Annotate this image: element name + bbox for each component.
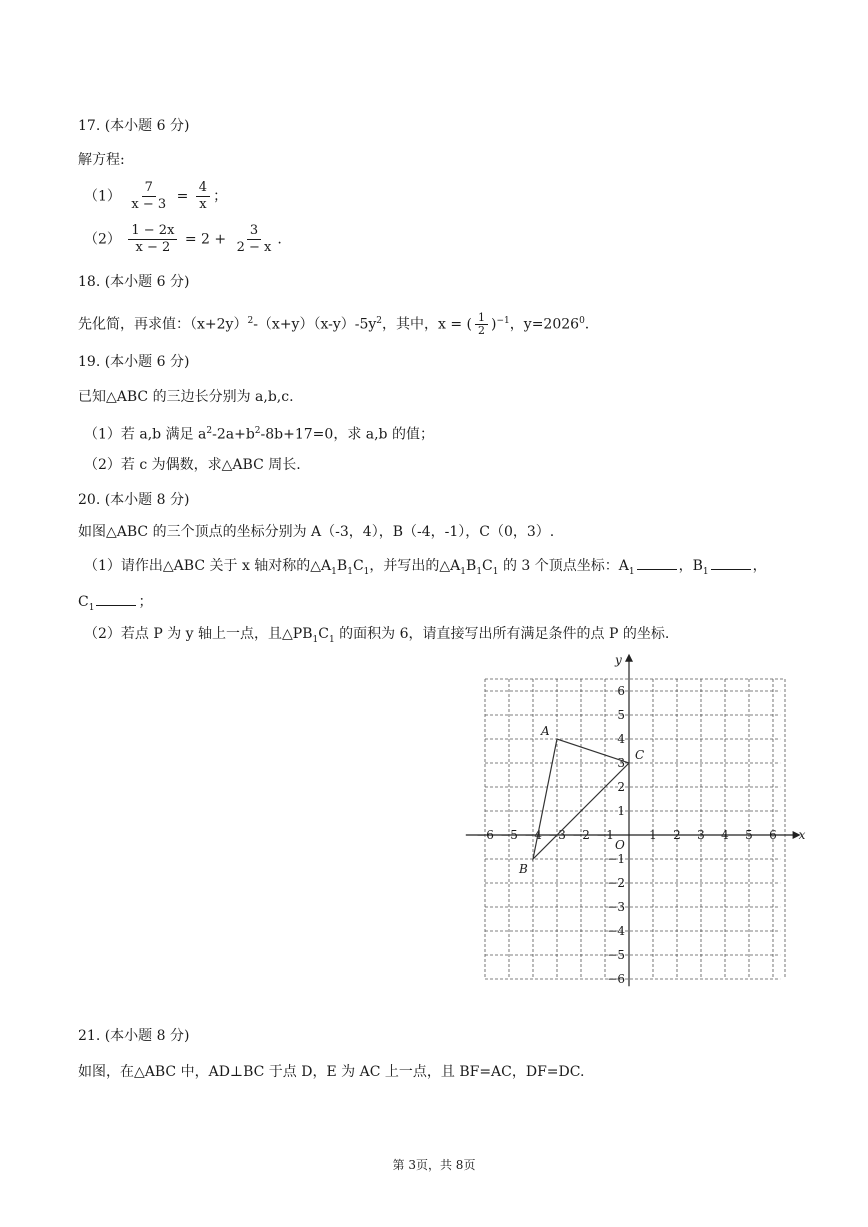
y-tick-label: −4: [607, 924, 625, 938]
answer-blank-a1[interactable]: [637, 557, 677, 570]
q21-header: 21. (本小题 8 分): [78, 1028, 190, 1044]
q20-part1: [84, 556, 767, 582]
subscript: 1: [476, 566, 483, 577]
x-tick-label: −6: [476, 828, 494, 842]
text: 的面积为 6，请直接写出所有满足条件的点 P 的坐标.: [334, 626, 670, 642]
x-tick-label: −5: [500, 828, 518, 842]
y-tick-label: 1: [617, 804, 625, 818]
q19-line1: 已知△ABC 的三边长分别为 a,b,c.: [78, 389, 294, 405]
y-tick-label: 4: [617, 732, 625, 746]
q17-part1: [84, 180, 227, 213]
q17-p2-eq: = 2 +: [184, 231, 227, 248]
q19-part1: [84, 421, 434, 445]
q17-p1-end: ；: [213, 188, 228, 205]
y-tick-label: −5: [607, 948, 625, 962]
coordinate-grid: [460, 648, 806, 993]
y-tick-label: 5: [617, 708, 625, 722]
q19-p1-sup1: 2: [206, 426, 213, 436]
x-axis-label: x: [798, 828, 806, 842]
frac-num: 4: [196, 180, 210, 197]
text: ，并写出的△A: [369, 558, 461, 574]
x-tick-label: −3: [548, 828, 566, 842]
subscript: 1: [88, 602, 95, 613]
text: C: [318, 626, 329, 642]
y-tick-label: −6: [607, 972, 625, 986]
x-tick-label: −2: [572, 828, 590, 842]
q20-part2: [84, 624, 669, 650]
q17-instruction: 解方程:: [78, 152, 125, 168]
frac-den: x: [199, 197, 207, 212]
frac-num: 3: [247, 223, 261, 240]
q18-sup4: 0: [579, 316, 585, 326]
vertex-label-c: C: [635, 748, 645, 762]
q17-p1-label: （1）: [84, 188, 121, 205]
q17-p1-eq: =: [176, 188, 189, 205]
subscript: 1: [363, 566, 370, 577]
q17-p1-frac2: [196, 180, 210, 213]
q17-header: 17. (本小题 6 分): [78, 118, 190, 134]
text: （2）若点 P 为 y 轴上一点，且△PB: [84, 626, 313, 642]
subscript: 1: [331, 566, 337, 577]
y-tick-label: −2: [607, 876, 625, 890]
y-tick-label: 6: [617, 684, 625, 698]
q17-p2-label: （2）: [84, 231, 121, 248]
subscript: 1: [702, 566, 709, 577]
x-tick-label: 4: [721, 828, 729, 842]
q19-header: 19. (本小题 6 分): [78, 354, 190, 370]
q18-sup2: 2: [376, 316, 383, 326]
x-tick-label: 3: [697, 828, 705, 842]
y-axis-label: y: [615, 652, 622, 667]
q20-part1-line2: [78, 592, 152, 618]
q19-p1-sup2: 2: [254, 426, 261, 436]
x-tick-label: 5: [745, 828, 753, 842]
frac-den: 2: [478, 324, 486, 338]
q18-text-f: .: [584, 316, 590, 333]
y-tick-label: 3: [617, 756, 625, 770]
q18-frac: [475, 312, 488, 337]
y-tick-label: −1: [607, 852, 625, 866]
text: B: [336, 558, 348, 574]
q21-line1: 如图，在△ABC 中，AD⊥BC 于点 D，E 为 AC 上一点，且 BF=AC，DF=DC.: [78, 1064, 585, 1080]
subscript: 1: [628, 566, 635, 577]
x-tick-label: −4: [524, 828, 542, 842]
q17-p2-frac2: [234, 223, 275, 256]
text: ，B: [678, 558, 703, 574]
text: ，: [752, 558, 767, 574]
q20-header: 20. (本小题 8 分): [78, 492, 190, 508]
answer-blank-b1[interactable]: [711, 557, 751, 570]
q19-p1-b: -2a+b: [212, 426, 255, 443]
q19-p1-a: （1）若 a,b 满足 a: [84, 426, 207, 443]
text: B: [466, 558, 477, 574]
frac-den: x − 3: [131, 197, 167, 212]
frac-num: 1 − 2x: [128, 223, 177, 240]
text: ；: [138, 594, 153, 610]
subscript: 1: [492, 566, 499, 577]
q18-header: 18. (本小题 6 分): [78, 274, 190, 290]
text: C: [482, 558, 493, 574]
answer-blank-c1[interactable]: [96, 593, 136, 606]
x-tick-label: 1: [649, 828, 657, 842]
y-tick-label: −3: [607, 900, 625, 914]
q19-p1-c: -8b+17=0，求 a,b 的值；: [260, 426, 434, 443]
subscript: 1: [312, 634, 319, 645]
frac-den: 2 − x: [236, 240, 272, 255]
q18-text-d: ): [491, 316, 497, 333]
frac-den: x − 2: [135, 240, 171, 255]
q20-p1-a: （1）请作出△ABC 关于 x 轴对称的△A: [84, 558, 332, 574]
frac-num: 1: [475, 312, 488, 325]
page-footer: 第 3页，共 8页: [392, 1158, 476, 1172]
q20-line1: 如图△ABC 的三个顶点的坐标分别为 A（-3，4），B（-4，-1），C（0，3）.: [78, 524, 555, 540]
subscript: 1: [328, 634, 335, 645]
frac-num: 7: [142, 180, 156, 197]
q18-sup1: 2: [247, 316, 254, 326]
x-tick-label: 2: [673, 828, 681, 842]
y-axis-arrow: [625, 654, 633, 662]
y-tick-label: 2: [617, 780, 625, 794]
q19-part2: （2）若 c 为偶数，求△ABC 周长.: [84, 457, 301, 473]
q18-body: [78, 308, 589, 338]
q18-text-c: ，其中，x = (: [382, 316, 473, 333]
subscript: 1: [347, 566, 353, 577]
q18-text-b: -（x+y）（x-y）-5y: [253, 316, 377, 333]
x-tick-label: 6: [769, 828, 777, 842]
q17-p2-end: .: [277, 231, 282, 248]
subscript: 1: [460, 566, 467, 577]
vertex-label-a: A: [541, 724, 550, 738]
vertex-label-b: B: [519, 862, 528, 876]
text: 的 3 个顶点坐标：A: [498, 558, 629, 574]
text: C: [352, 558, 364, 574]
q18-sup3: −1: [496, 316, 510, 326]
q18-text-e: ，y=2026: [509, 316, 580, 333]
text: C: [78, 594, 89, 610]
q17-p2-frac1: [128, 223, 177, 256]
q17-p1-frac1: [128, 180, 169, 213]
x-tick-label: −1: [596, 828, 614, 842]
origin-label: O: [615, 838, 625, 852]
q18-text-a: 先化简，再求值：（x+2y）: [78, 316, 248, 333]
q17-part2: [84, 223, 282, 256]
